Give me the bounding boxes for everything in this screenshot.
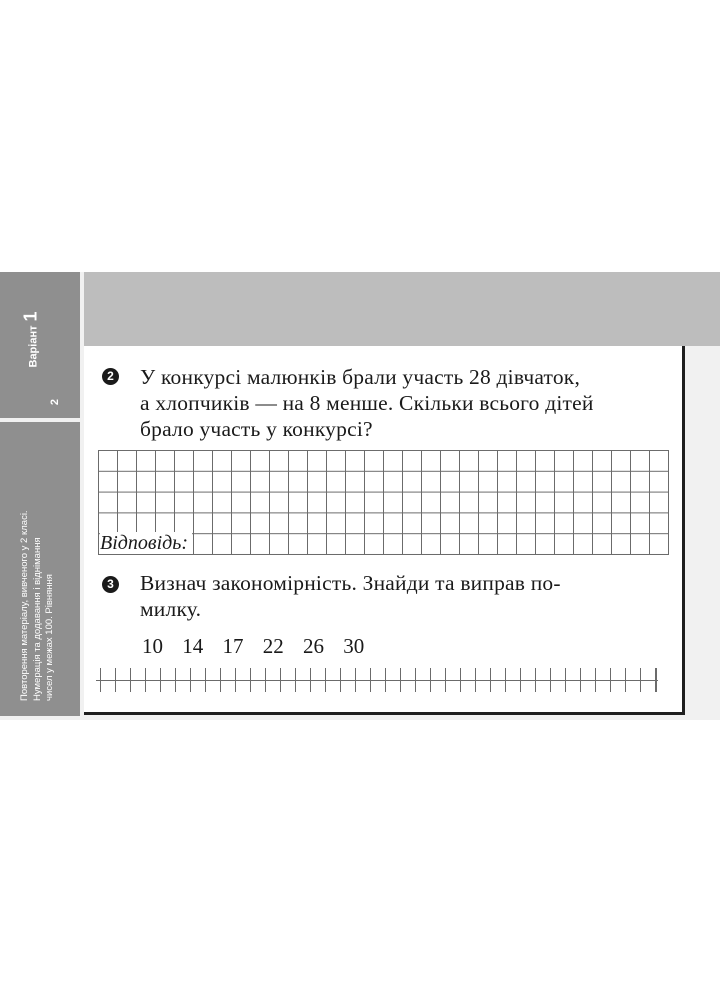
task-card [84, 346, 685, 715]
task-2-number-badge: 2 [102, 368, 119, 385]
variant-number: 1 [20, 311, 41, 322]
header-bar [84, 272, 720, 346]
sequence-number: 10 [142, 634, 163, 658]
task-3-line: милку. [140, 597, 202, 621]
topic-text [19, 443, 59, 701]
answer-strip-baseline [96, 680, 658, 681]
page-number: 2 [49, 398, 62, 406]
topic-line: Повторення матеріалу, вивченого у 2 класі. [19, 510, 30, 701]
topic-line: Нумерація та додавання і віднімання [31, 537, 43, 701]
task-2-line: брало участь у конкурсі? [140, 417, 373, 441]
task-2-text [140, 364, 594, 442]
number-sequence [142, 634, 374, 659]
task-2-line: У конкурсі малюнків брали участь 28 дівчаток, [140, 365, 581, 389]
task-3-line: Визнач закономірність. Знайди та виправ по- [140, 571, 561, 595]
sidebar-topic-block [0, 422, 80, 716]
sequence-number: 26 [303, 634, 324, 658]
topic-line: чисел у межах 100. Рівняння [44, 574, 55, 701]
sequence-number: 14 [182, 634, 204, 658]
task-3-number-badge: 3 [102, 576, 119, 593]
answer-label: Відповідь: [100, 532, 192, 554]
sidebar [0, 272, 80, 716]
sequence-number: 30 [343, 634, 365, 658]
variant-label [21, 278, 42, 368]
task-3-text [140, 570, 561, 622]
sidebar-variant-block [0, 272, 80, 418]
sequence-number: 22 [262, 634, 284, 658]
sequence-number: 17 [222, 634, 244, 658]
variant-text: Варіант [27, 325, 40, 368]
task-2-line: а хлопчиків — на 8 менше. Скільки всього дітей [140, 391, 594, 415]
